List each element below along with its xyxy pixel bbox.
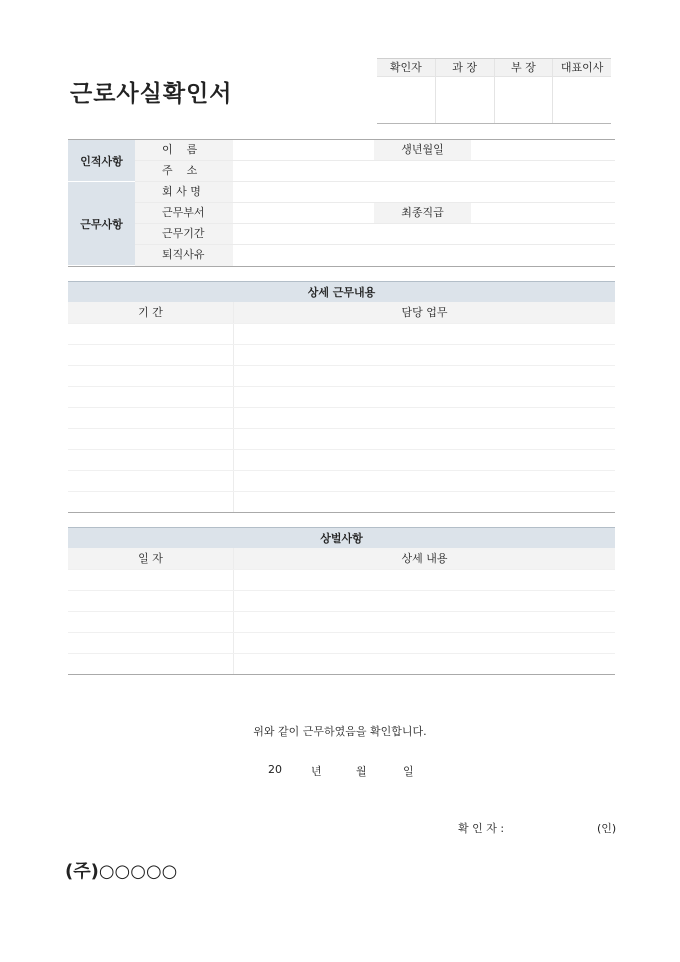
work-detail-col-period: 기 간 (68, 302, 234, 323)
duty-cell[interactable] (234, 324, 615, 344)
duty-cell[interactable] (234, 345, 615, 365)
work-detail-title: 상세 근무내용 (68, 281, 615, 302)
company-row (135, 182, 615, 203)
birth-label: 생년월일 (374, 140, 471, 160)
name-field[interactable] (233, 140, 374, 160)
table-row (68, 407, 615, 428)
period-cell[interactable] (68, 324, 234, 344)
table-row (68, 428, 615, 449)
company-name: (주)○○○○○ (65, 861, 178, 882)
approval-header-manager: 과 장 (435, 59, 494, 76)
award-header (68, 548, 615, 569)
dept-row (135, 203, 615, 224)
table-row (68, 344, 615, 365)
company-field[interactable] (233, 182, 615, 202)
duty-cell[interactable] (234, 366, 615, 386)
name-row (135, 140, 615, 161)
confirmer-label: 확 인 자 : (458, 822, 505, 835)
work-detail-col-duty: 담당 업무 (401, 306, 448, 319)
period-cell[interactable] (68, 366, 234, 386)
work-detail-table (68, 281, 615, 513)
position-field[interactable] (471, 203, 615, 223)
table-row (68, 590, 615, 611)
personal-group (68, 140, 615, 182)
table-row (68, 323, 615, 344)
table-row (68, 611, 615, 632)
detail-cell[interactable] (234, 612, 615, 632)
address-field[interactable] (233, 161, 615, 181)
period-cell[interactable] (68, 492, 234, 512)
work-group (68, 182, 615, 266)
address-row (135, 161, 615, 182)
detail-cell[interactable] (234, 570, 615, 590)
dept-label: 근무부서 (135, 203, 233, 223)
duty-cell[interactable] (234, 492, 615, 512)
reason-label: 퇴직사유 (135, 245, 233, 266)
award-col-date: 일 자 (68, 548, 234, 569)
duty-cell[interactable] (234, 408, 615, 428)
approval-header-confirmer: 확인자 (389, 61, 422, 74)
table-row (68, 386, 615, 407)
award-col-detail: 상세 내용 (401, 552, 448, 565)
date-month-label: 월 (356, 765, 367, 778)
company-label: 회 사 명 (135, 182, 233, 202)
table-row (68, 491, 615, 512)
info-table (68, 139, 615, 267)
period-cell[interactable] (68, 387, 234, 407)
period-row (135, 224, 615, 245)
table-row (68, 470, 615, 491)
detail-cell[interactable] (234, 591, 615, 611)
period-cell[interactable] (68, 429, 234, 449)
period-cell[interactable] (68, 345, 234, 365)
date-cell[interactable] (68, 633, 234, 653)
approval-header-row (377, 58, 611, 77)
position-label: 최종직급 (374, 203, 471, 223)
approval-sign-row (377, 77, 611, 123)
name-label: 이 름 (135, 140, 233, 160)
duty-cell[interactable] (234, 450, 615, 470)
detail-cell[interactable] (234, 654, 615, 674)
approval-header-ceo: 대표이사 (552, 59, 611, 76)
period-label: 근무기간 (135, 224, 233, 244)
date-cell[interactable] (68, 591, 234, 611)
duty-cell[interactable] (234, 429, 615, 449)
dept-field[interactable] (233, 203, 374, 223)
approval-sign-director[interactable] (494, 77, 553, 123)
birth-field[interactable] (471, 140, 615, 160)
table-row (68, 449, 615, 470)
duty-cell[interactable] (234, 387, 615, 407)
approval-sign-manager[interactable] (435, 77, 494, 123)
table-row (68, 569, 615, 590)
date-year: 20 (268, 763, 282, 776)
reason-row (135, 245, 615, 266)
table-row (68, 653, 615, 674)
award-table (68, 527, 615, 675)
period-cell[interactable] (68, 450, 234, 470)
date-cell[interactable] (68, 570, 234, 590)
period-field[interactable] (233, 224, 615, 244)
table-row (68, 632, 615, 653)
approval-sign-confirmer[interactable] (377, 77, 435, 123)
confirmation-statement: 위와 같이 근무하였음을 확인합니다. (253, 725, 427, 738)
work-category: 근무사항 (68, 182, 135, 266)
document-title: 근로사실확인서 (70, 81, 233, 107)
approval-box (377, 58, 611, 124)
work-detail-header (68, 302, 615, 323)
personal-category: 인적사항 (68, 140, 135, 182)
award-title: 상벌사항 (68, 527, 615, 548)
date-cell[interactable] (68, 612, 234, 632)
seal-mark: (인) (597, 822, 617, 835)
reason-field[interactable] (233, 245, 615, 266)
period-cell[interactable] (68, 408, 234, 428)
approval-header-director: 부 장 (494, 59, 553, 76)
date-day-label: 일 (403, 765, 414, 778)
date-year-label: 년 (311, 765, 322, 778)
address-label: 주 소 (135, 161, 233, 181)
table-row (68, 365, 615, 386)
approval-sign-ceo[interactable] (552, 77, 611, 123)
date-cell[interactable] (68, 654, 234, 674)
duty-cell[interactable] (234, 471, 615, 491)
detail-cell[interactable] (234, 633, 615, 653)
period-cell[interactable] (68, 471, 234, 491)
